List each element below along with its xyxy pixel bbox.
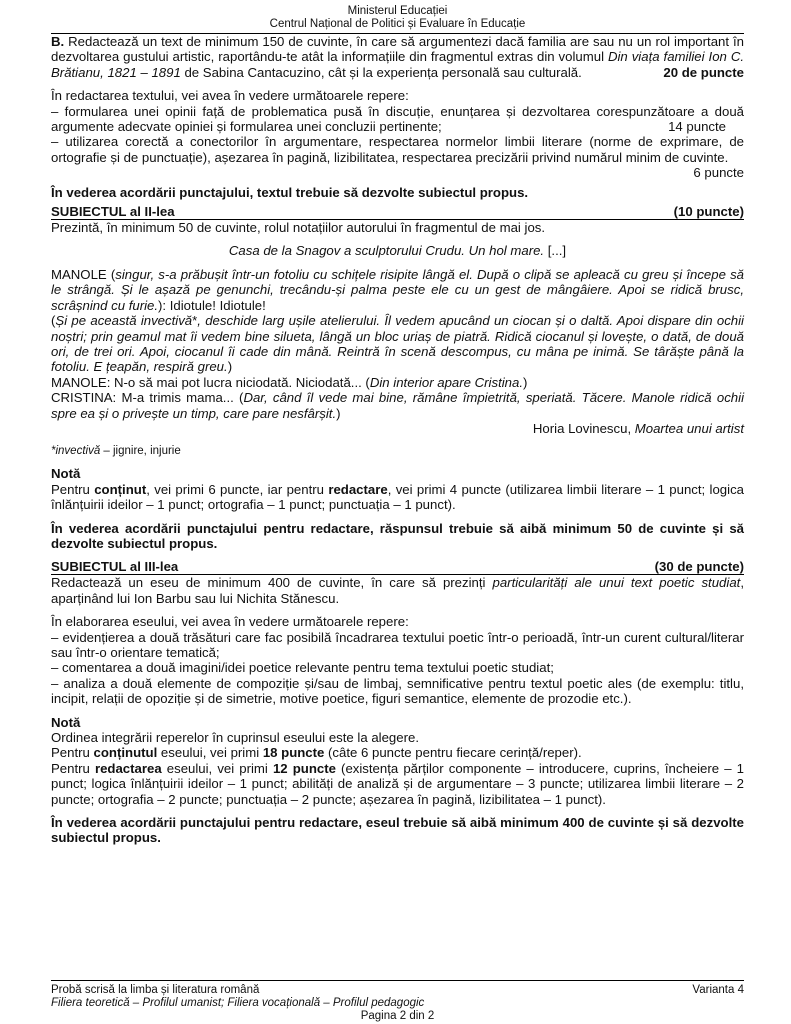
subject2-title: SUBIECTUL al II-lea	[51, 204, 175, 220]
subject2-cristina	[51, 390, 744, 421]
subject2-task: Prezintă, în minimum 50 de cuvinte, rolul notațiilor autorului în fragmentul de mai jos.	[51, 220, 546, 236]
header-ministry: Ministerul Educației	[347, 5, 448, 17]
partB-text-2: de Sabina Cantacuzino, cât și la experiența personală sau culturală.	[180, 64, 582, 80]
n3-b: redactarea	[94, 760, 162, 776]
n3-a: Pentru	[51, 760, 95, 776]
partB-label: B.	[51, 34, 65, 49]
n3-e: (existența părților componente – introducere, cuprins, încheiere – 1 punct; logica înlănțuirii ideilor – 1 punct; abilități de analiză și de argumentare – 3 puncte; utilizarea limbii literare – 2 puncte; ortografia – 2 puncte; punctuația – 2 puncte; așezarea în pagină, lizibilitatea – 1 punct).	[51, 760, 744, 807]
subject2-manole-1	[51, 267, 744, 313]
subject3-nota-title: Notă	[51, 714, 81, 730]
page-footer	[51, 980, 744, 1023]
footnote-term: *invectivă	[51, 445, 101, 458]
subject3-task-italic: particularități ale unui text poetic studiat	[492, 575, 741, 591]
subject3-title: SUBIECTUL al III-lea	[51, 559, 179, 575]
stage2-a: Și pe această invectivă	[55, 313, 193, 329]
subject2-scene-tail: [...]	[544, 243, 567, 259]
footer-profile: Filiera teoretică – Profilul umanist; Filiera vocațională – Profilul pedagogic	[51, 997, 425, 1009]
source-work: Moartea unui artist	[634, 420, 744, 436]
partB-criterion-1-text: – formularea unei opinii față de problematica pusă în discuție, enunțarea și dezvoltarea corespunzătoare a două argumente adecvate opiniei și formularea unei concluzii pertinente;	[51, 103, 744, 135]
subject3-points: (30 de puncte)	[654, 559, 744, 575]
page-content	[51, 5, 744, 846]
subject2-manole-2	[51, 375, 744, 390]
footer-variant: Varianta 4	[692, 984, 744, 996]
manole-speaker: MANOLE (	[51, 266, 116, 282]
subject2-bold-note: În vederea acordării punctajului pentru redactare, răspunsul trebuie să aibă minimum 50 de cuvinte și să dezvolte subiectul propus.	[51, 520, 744, 551]
n3-c: eseului, vei primi	[161, 760, 273, 776]
partB-criterion-1-points: 14 puncte	[668, 119, 726, 135]
subject3-bold-note: În vederea acordării punctajului pentru redactare, eseul trebuie să aibă minimum 400 de cuvinte și să dezvolte subiectul propus.	[51, 815, 744, 846]
subject3-nota-2	[51, 745, 744, 760]
subject2-nota	[51, 482, 744, 513]
subject3-req-2: – comentarea a două imagini/idei poetice relevante pentru tema textului poetic studiat;	[51, 660, 554, 676]
footer-page-number: Pagina 2 din 2	[360, 1010, 435, 1022]
stage2-open: (	[51, 313, 56, 329]
cristina-line: CRISTINA: M-a trimis mama... (	[51, 390, 244, 406]
cristina-stage: Dar, când îl vede mai bine, rămâne împietrită, speriată. Tăcere. Manole ridică ochii spre ea și o privește un timp, care pare nesfârșit.	[51, 390, 745, 421]
subject2-source	[51, 421, 744, 436]
manole-close-2: )	[523, 374, 528, 390]
partB-criterion-2-points: 6 puncte	[693, 165, 744, 181]
subject3-req-1: – evidențierea a două trăsături care fac posibilă încadrarea textului poetic într-o perioadă, într-un curent cultural/literar sau într-o orientare tematică;	[51, 629, 744, 660]
nota-bold-1: conținut	[94, 481, 147, 497]
manole-line-2: MANOLE: N-o să mai pot lucra niciodată. Niciodată... (	[51, 374, 370, 390]
footnote-definition: – jignire, injurie	[100, 445, 181, 458]
subject2-heading	[51, 204, 744, 220]
subject3-task-2: , aparținând lui Ion Barbu sau lui Nichita Stănescu.	[51, 575, 744, 606]
manole-line-1: ): Idiotule! Idiotule!	[158, 297, 266, 313]
subject2-points: (10 puncte)	[673, 204, 744, 220]
nota-text-3: , vei primi 4 puncte (utilizarea limbii literare – 1 punct; logica înlănțuirii ideilor – 1 punct; ortografia – 1 punct; punctuația – 1 punct).	[51, 481, 744, 513]
n3-d: 12 puncte	[272, 760, 336, 776]
partB-criterion-2: – utilizarea corectă a conectorilor în argumentare, respectarea normelor limbii literare (norme de exprimare, de ortografie și de punctuație), așezarea în pagină, lizibilitatea, respectarea precizării privind numărul minim de cuvinte.	[51, 134, 744, 165]
nota-text-2: , vei primi 6 puncte, iar pentru	[146, 481, 329, 497]
n2-a: Pentru	[51, 745, 94, 761]
manole-stage-1: singur, s-a prăbușit într-un fotoliu cu schițele risipite lângă el. După o clipă se apleacă cu greu și începe să le strângă. Și le așază pe genunchi, trecându-și palma peste ele cu un gest de mângâiere. Apoi se ridică brusc, scrâșnind cu furie.	[51, 266, 745, 313]
stage2-star: *	[192, 313, 198, 329]
subject3-task	[51, 575, 744, 606]
partB-book-title: Din viața familiei Ion C. Brătianu, 1821 – 1891	[51, 49, 745, 80]
subject2-nota-title: Notă	[51, 466, 81, 482]
header-center: Centrul Național de Politici și Evaluare în Educație	[269, 18, 526, 30]
nota-bold-2: redactare	[328, 481, 388, 497]
n2-b: conținutul	[93, 745, 158, 761]
subject2-footnote	[51, 444, 744, 458]
stage2-close: )	[227, 359, 233, 375]
partB-points: 20 de puncte	[663, 64, 744, 80]
n2-c: eseului, vei primi	[157, 745, 263, 761]
page-header	[51, 5, 744, 31]
partB-intro: În redactarea textului, vei avea în vedere următoarele repere:	[51, 88, 409, 104]
subject3-nota-3	[51, 761, 744, 807]
partB-bold-note: În vederea acordării punctajului, textul trebuie să dezvolte subiectul propus.	[51, 184, 529, 200]
n2-d: 18 puncte	[262, 745, 325, 761]
subject2-stage-2	[51, 313, 744, 375]
footer-exam: Probă scrisă la limba și literatura română	[51, 984, 260, 996]
subject2-scene-text: Casa de la Snagov a sculptorului Crudu. Un hol mare.	[228, 243, 545, 259]
subject2-scene	[51, 243, 744, 258]
n2-e: (câte 6 puncte pentru fiecare cerință/reper).	[324, 745, 582, 761]
subject3-req-3: – analiza a două elemente de compoziție și/sau de limbaj, semnificative pentru textul poetic ales (de exemplu: titlu, incipit, relații de opoziție și de simetrie, motive poetice, figuri semantice, elemente de prozodie etc.).	[51, 675, 744, 707]
footer-row	[51, 984, 744, 997]
subject3-task-1: Redactează un eseu de minimum 400 de cuvinte, în care să prezinți	[51, 575, 493, 591]
partB-criterion-1	[51, 104, 744, 135]
source-author: Horia Lovinescu,	[532, 420, 635, 436]
nota-text-1: Pentru	[51, 481, 95, 497]
manole-stage-2: Din interior apare Cristina.	[369, 374, 524, 390]
partB-text-1: Redactează un text de minimum 150 de cuvinte, în care să argumentezi dacă familia are sau nu un rol important în dezvoltarea gustului artistic, raportându-te atât la informațiile din fragmentul extras din volumul	[51, 34, 744, 65]
partB-task	[51, 34, 744, 80]
stage2-b: , deschide larg ușile atelierului. Îl vedem apucând un ciocan și o daltă. Apoi dispare din ochii noștri; prin geamul mat îi vedem bine silueta, lângă un bloc uriaș de piatră. Ridică ciocanul și lovește, o dată, de două ori, de trei ori. Apoi, ciocanul îi cade din mână. Reintră în scenă descompus, cu mâna pe inimă. Se târăște până la fotoliu. E țeapăn, respiră greu.	[51, 313, 744, 375]
subject3-heading	[51, 559, 744, 575]
subject3-intro: În elaborarea eseului, vei avea în vedere următoarele repere:	[51, 614, 409, 630]
cristina-close: )	[336, 405, 341, 421]
subject3-nota-1: Ordinea integrării reperelor în cuprinsul eseului este la alegere.	[51, 730, 419, 746]
